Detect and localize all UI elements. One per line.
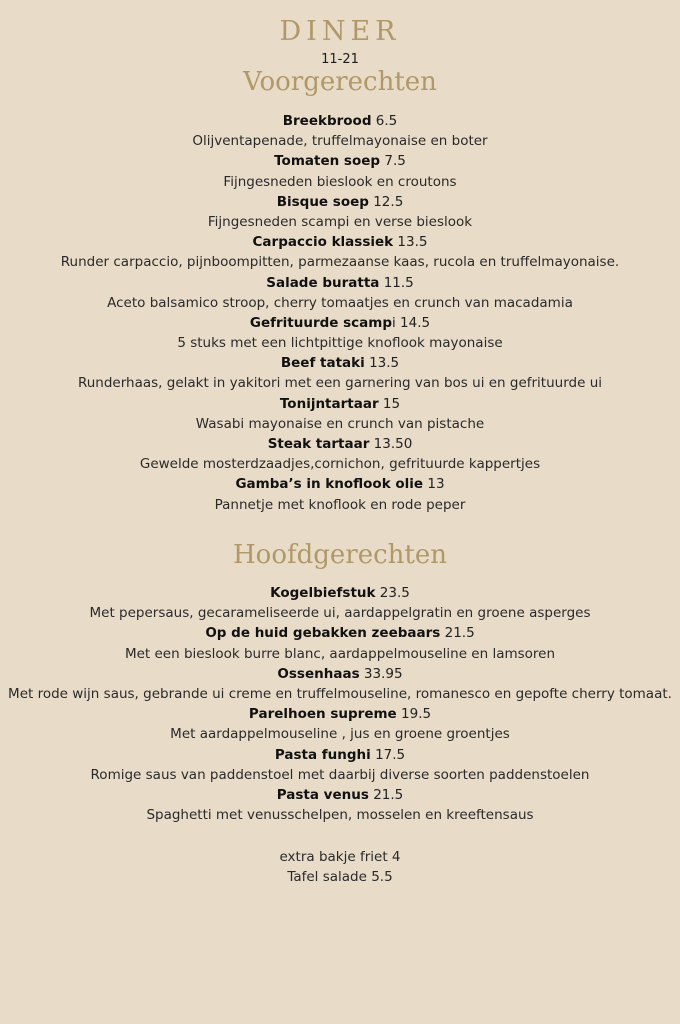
extra-item: Tafel salade 5.5 — [287, 869, 393, 886]
section-heading-hoofdgerechten: Hoofdgerechten — [233, 540, 447, 570]
menu-item-price: 13.5 — [369, 355, 400, 372]
menu-item-title-line — [0, 313, 680, 333]
menu-item-title-line — [0, 745, 680, 765]
menu-item-description: Runder carpaccio, pijnboompitten, parmezaanse kaas, rucola en truffelmayonaise. — [60, 254, 620, 271]
menu-item-price: 15 — [382, 395, 401, 412]
menu-item-title-line — [0, 151, 680, 171]
menu-item — [0, 111, 680, 151]
menu-item-name: Beef tataki — [280, 355, 365, 372]
menu-item-description: 5 stuks met een lichtpittige knoflook mayonaise — [177, 335, 503, 352]
menu-item-name: Steak tartaar — [267, 436, 370, 452]
menu-item-title-line — [0, 353, 680, 373]
menu-item-name: Tonijntartaar — [279, 395, 379, 412]
menu-item-price: 21.5 — [444, 625, 475, 642]
extra-item: extra bakje friet 4 — [279, 849, 401, 865]
section-heading-voorgerechten: Voorgerechten — [243, 67, 437, 97]
menu-item-title-line — [0, 474, 680, 494]
menu-item — [0, 785, 680, 825]
menu-title: DINER — [279, 16, 401, 47]
menu-item-name: Parelhoen supreme — [248, 706, 397, 723]
menu-item-description: Runderhaas, gelakt in yakitori met een garnering van bos ui en gefrituurde ui — [77, 375, 603, 392]
menu-item-title-line — [0, 664, 680, 684]
menu-item-description: Met rode wijn saus, gebrande ui creme en truffelmouseline, romanesco en gepofte cherry tomaat. — [8, 685, 672, 702]
extras-list — [0, 847, 680, 887]
menu-item-title-line — [0, 111, 680, 131]
menu-item — [0, 273, 680, 313]
menu-item-name: Bisque soep — [276, 193, 369, 210]
menu-item-title-line — [0, 273, 680, 293]
menu-item-name: Gamba’s in knoflook olie — [235, 476, 424, 493]
menu-item-title-line — [0, 434, 680, 454]
menu-item — [0, 623, 680, 663]
menu-item — [0, 745, 680, 785]
menu-item-title-line — [0, 192, 680, 212]
menu-item — [0, 583, 680, 623]
menu-item-description: Wasabi mayonaise en crunch van pistache — [195, 415, 485, 432]
menu-item-price: 21.5 — [373, 786, 404, 803]
menu-item-name: Pasta venus — [276, 786, 369, 803]
menu-item-description: Pannetje met knoflook en rode peper — [214, 496, 466, 513]
menu-item — [0, 353, 680, 393]
menu-item-description: Romige saus van paddenstoel met daarbij diverse soorten paddenstoelen — [90, 766, 590, 783]
voorgerechten-list — [0, 111, 680, 515]
menu-item-price: 13 — [427, 476, 445, 493]
menu-item-price: 11.5 — [383, 274, 414, 291]
menu-item-description: Met een bieslook burre blanc, aardappelmouseline en lamsoren — [124, 645, 556, 662]
menu-item-price: 33.95 — [363, 665, 403, 682]
menu-date: 11-21 — [321, 52, 359, 67]
menu-item — [0, 192, 680, 232]
menu-item-price: i 14.5 — [392, 314, 431, 331]
menu-item — [0, 394, 680, 434]
menu-item-name: Breekbrood — [282, 113, 372, 129]
menu-item-price: 13.5 — [397, 234, 428, 251]
menu-item-name: Carpaccio klassiek — [252, 234, 394, 251]
menu-item-price: 19.5 — [401, 706, 432, 723]
hoofdgerechten-list — [0, 583, 680, 825]
menu-item-title-line — [0, 232, 680, 252]
menu-item-name: Gefrituurde scamp — [249, 314, 393, 331]
menu-item-price: 17.5 — [375, 746, 406, 763]
menu-item-price: 7.5 — [384, 153, 406, 170]
menu-item-price: 12.5 — [373, 193, 404, 210]
menu-item — [0, 313, 680, 353]
menu-item-description: Met aardappelmouseline , jus en groene groentjes — [170, 726, 510, 743]
menu-item-description: Olijventapenade, truffelmayonaise en boter — [192, 133, 488, 150]
menu-item-name: Salade buratta — [266, 274, 380, 291]
menu-item-name: Tomaten soep — [274, 153, 381, 170]
menu-item-description: Fijngesneden bieslook en croutons — [223, 173, 457, 190]
menu-item-description: Spaghetti met venusschelpen, mosselen en kreeftensaus — [146, 807, 534, 824]
menu-item-title-line — [0, 583, 680, 603]
menu-item — [0, 474, 680, 514]
menu-item-price: 13.50 — [373, 436, 413, 452]
menu-item-title-line — [0, 785, 680, 805]
menu-item-description: Fijngesneden scampi en verse bieslook — [207, 213, 473, 230]
menu-item — [0, 664, 680, 704]
menu-item — [0, 151, 680, 191]
menu-item-price: 23.5 — [379, 585, 410, 601]
menu-item-name: Pasta funghi — [274, 746, 371, 763]
menu-item-description: Gewelde mosterdzaadjes,cornichon, gefrituurde kappertjes — [139, 456, 541, 473]
menu-item-description: Met pepersaus, gecarameliseerde ui, aardappelgratin en groene asperges — [89, 605, 591, 622]
menu-item — [0, 704, 680, 744]
menu-item-name: Ossenhaas — [277, 665, 360, 682]
menu-item — [0, 434, 680, 474]
menu-item-name: Op de huid gebakken zeebaars — [205, 625, 441, 642]
menu-item-title-line — [0, 704, 680, 724]
menu-item-description: Aceto balsamico stroop, cherry tomaatjes en crunch van macadamia — [107, 294, 573, 311]
menu-item — [0, 232, 680, 272]
menu-item-title-line — [0, 623, 680, 643]
menu-item-price: 6.5 — [375, 113, 398, 129]
menu-item-name: Kogelbiefstuk — [270, 585, 376, 601]
menu-item-title-line — [0, 394, 680, 414]
